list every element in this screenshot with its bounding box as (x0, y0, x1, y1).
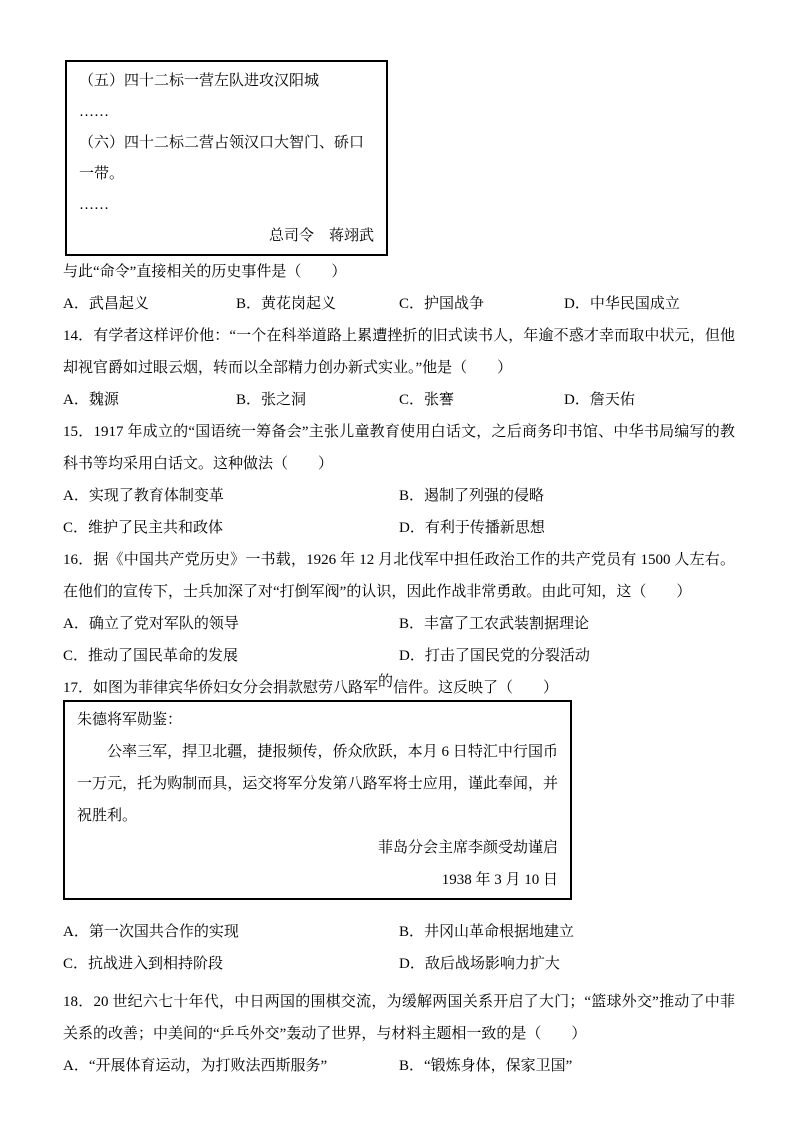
question-15-options-row-2 (63, 512, 735, 544)
question-17-option-a: A．第一次国共合作的实现 (63, 924, 239, 940)
question-17-option-d: D．敌后战场影响力扩大 (399, 956, 560, 972)
question-13-option-c: C．护国战争 (399, 296, 485, 312)
question-16-stem: 16．据《中国共产党历史》一书载，1926 年 12 月北伐军中担任政治工作的共产党员有 1500 人左右。在他们的宣传下，士兵加深了对“打倒军阀”的认识，因此作战非常勇敢。由此可知，这（ ） (63, 552, 735, 600)
command-signature: 总司令 蒋翊武 (268, 228, 374, 244)
question-16-options-row-2 (63, 640, 735, 672)
command-order-box (65, 60, 388, 256)
question-17-stem (63, 672, 735, 704)
question-13-option-a: A．武昌起义 (63, 296, 149, 312)
command-ellipsis-1: …… (79, 104, 109, 120)
question-14-option-b: B．张之洞 (236, 392, 307, 408)
question-14-options (63, 384, 735, 416)
command-ellipsis-2: …… (79, 197, 109, 213)
question-14-stem: 14．有学者这样评价他：“一个在科举道路上累遭挫折的旧式读书人，年逾不惑才幸而取中状元，但他却视官爵如过眼云烟，转而以全部精力创办新式实业。”他是（ ） (63, 328, 735, 376)
donation-letter-box (63, 700, 572, 900)
question-13-stem: 与此“命令”直接相关的历史事件是（ ） (63, 264, 347, 280)
question-17-options-row-2 (63, 948, 735, 980)
question-15-option-c: C．维护了民主共和政体 (63, 520, 224, 536)
question-16-option-c: C．推动了国民革命的发展 (63, 648, 239, 664)
question-15-stem: 15．1917 年成立的“国语统一筹备会”主张儿童教育使用白话文，之后商务印书馆、中华书局编写的教科书等均采用白话文。这种做法（ ） (63, 424, 735, 472)
question-16-option-a: A．确立了党对军队的领导 (63, 616, 239, 632)
question-15-option-b: B．遏制了列强的侵略 (399, 488, 545, 504)
question-13-option-d: D．中华民国成立 (564, 296, 680, 312)
question-17-option-c: C．抗战进入到相持阶段 (63, 956, 224, 972)
question-16-options-row-1 (63, 608, 735, 640)
letter-signer: 菲岛分会主席李颜受劫谨启 (377, 840, 558, 856)
question-18-options (63, 1050, 735, 1082)
command-line-1: （五）四十二标一营左队进攻汉阳城 (79, 73, 320, 89)
question-18-option-b: B．“锻炼身体，保家卫国” (399, 1058, 573, 1074)
question-14-option-d: D．詹天佑 (564, 392, 635, 408)
question-15-options-row-1 (63, 480, 735, 512)
question-16-option-b: B．丰富了工农武装割据理论 (399, 616, 590, 632)
question-15-option-d: D．有利于传播新思想 (399, 520, 545, 536)
letter-date: 1938 年 3 月 10 日 (441, 872, 558, 888)
question-17-option-b: B．井冈山革命根据地建立 (399, 924, 575, 940)
question-14-option-c: C．张謇 (399, 392, 455, 408)
letter-salutation: 朱德将军勋鉴： (77, 712, 183, 728)
question-13-options (63, 288, 735, 320)
question-17-stem-pre: 17．如图为菲律宾华侨妇女分会捐款慰劳八路军 (63, 680, 379, 696)
question-18-stem: 18．20 世纪六七十年代，中日两国的围棋交流，为缓解两国关系开启了大门；“篮球外交”推动了中菲关系的改善；中美间的“乒乓外交”轰动了世界，与材料主题相一致的是（ ） (63, 994, 735, 1042)
question-17-options-row-1 (63, 916, 735, 948)
question-17-stem-raised-char: 的 (378, 674, 394, 690)
question-18-option-a: A．“开展体育运动，为打败法西斯服务” (63, 1058, 328, 1074)
command-line-2: （六）四十二标二营占领汉口大智门、硚口一带。 (79, 135, 365, 182)
question-17-stem-post: 信件。这反映了（ ） (393, 680, 559, 696)
letter-body: 公率三军，捍卫北疆，捷报频传，侨众欣跃，本月 6 日特汇中行国币一万元，托为购制而具，运交将军分发第八路军将士应用，谨此奉闻，并祝胜利。 (77, 744, 558, 824)
question-15-option-a: A．实现了教育体制变革 (63, 488, 224, 504)
question-16-option-d: D．打击了国民党的分裂活动 (399, 648, 590, 664)
question-13-option-b: B．黄花岗起义 (236, 296, 337, 312)
question-14-option-a: A．魏源 (63, 392, 119, 408)
